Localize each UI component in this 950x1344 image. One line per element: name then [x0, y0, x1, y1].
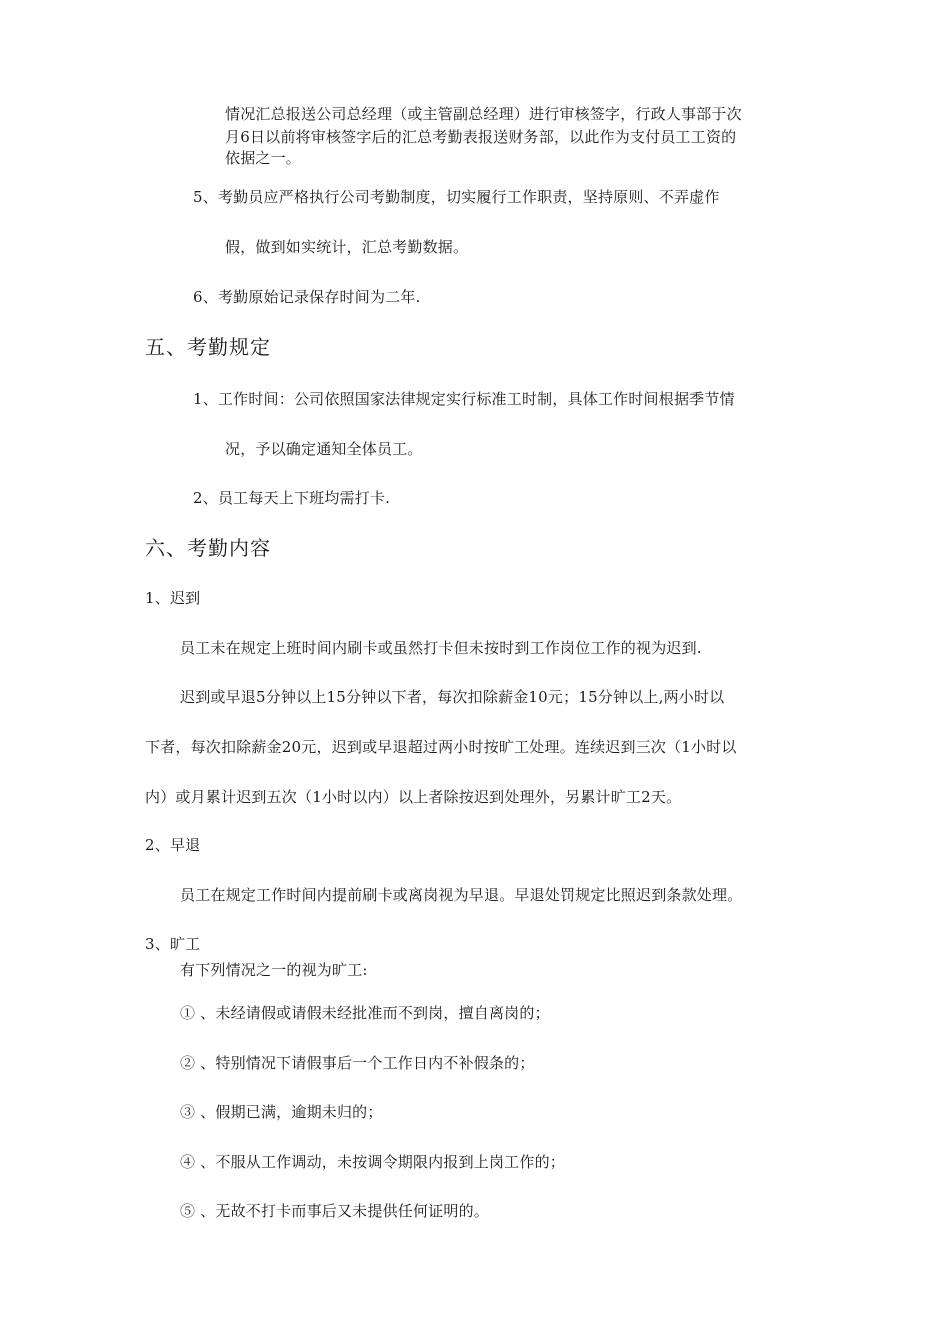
- late-paragraph-2-line-2: 下者，每次扣除薪金20元，迟到或早退超过两小时按旷工处理。连续迟到三次（1小时以: [145, 738, 737, 756]
- absent-item: ⑤ 、无故不打卡而事后又未提供任何证明的。: [180, 1202, 489, 1220]
- absent-item: ② 、特别情况下请假事后一个工作日内不补假条的；: [180, 1054, 535, 1072]
- late-paragraph-2-line-1: 迟到或早退5分钟以上15分钟以下者，每次扣除薪金10元；15分钟以上,两小时以: [180, 688, 725, 706]
- continuation-line-1: 情况汇总报送公司总经理（或主管副总经理）进行审核签字，行政人事部于次: [225, 105, 742, 123]
- continuation-line-2: 月6日以前将审核签字后的汇总考勤表报送财务部，以此作为支付员工工资的: [225, 128, 737, 146]
- absent-intro: 有下列情况之一的视为旷工:: [180, 961, 368, 979]
- early-title: 2、早退: [145, 836, 201, 854]
- section-5-heading: 五、考勤规定: [145, 335, 271, 359]
- section-5-item-1-line-2: 况，予以确定通知全体员工。: [225, 440, 423, 458]
- late-title: 1、迟到: [145, 589, 201, 607]
- absent-item: ① 、未经请假或请假未经批准而不到岗，擅自离岗的；: [180, 1004, 550, 1022]
- continuation-line-3: 依据之一。: [225, 149, 302, 167]
- absent-item: ④ 、不服从工作调动，未按调令期限内报到上岗工作的；: [180, 1153, 565, 1171]
- item-5-line-2: 假，做到如实统计，汇总考勤数据。: [225, 238, 469, 256]
- section-5-item-2: 2、员工每天上下班均需打卡.: [193, 489, 391, 507]
- absent-item: ③ 、假期已满，逾期未归的；: [180, 1103, 383, 1121]
- section-6-heading: 六、考勤内容: [145, 536, 271, 560]
- absent-title: 3、旷工: [145, 935, 201, 953]
- early-paragraph-1: 员工在规定工作时间内提前刷卡或离岗视为早退。早退处罚规定比照迟到条款处理。: [180, 886, 743, 904]
- late-paragraph-2-line-3: 内）或月累计迟到五次（1小时以内）以上者除按迟到处理外，另累计旷工2天。: [145, 788, 682, 806]
- late-paragraph-1: 员工未在规定上班时间内刷卡或虽然打卡但未按时到工作岗位工作的视为迟到.: [180, 639, 702, 657]
- item-5-line-1: 5、考勤员应严格执行公司考勤制度，切实履行工作职责，坚持原则、不弄虚作: [193, 188, 720, 206]
- item-6: 6、考勤原始记录保存时间为二年.: [193, 288, 421, 306]
- section-5-item-1-line-1: 1、工作时间：公司依照国家法律规定实行标准工时制，具体工作时间根据季节情: [193, 390, 735, 408]
